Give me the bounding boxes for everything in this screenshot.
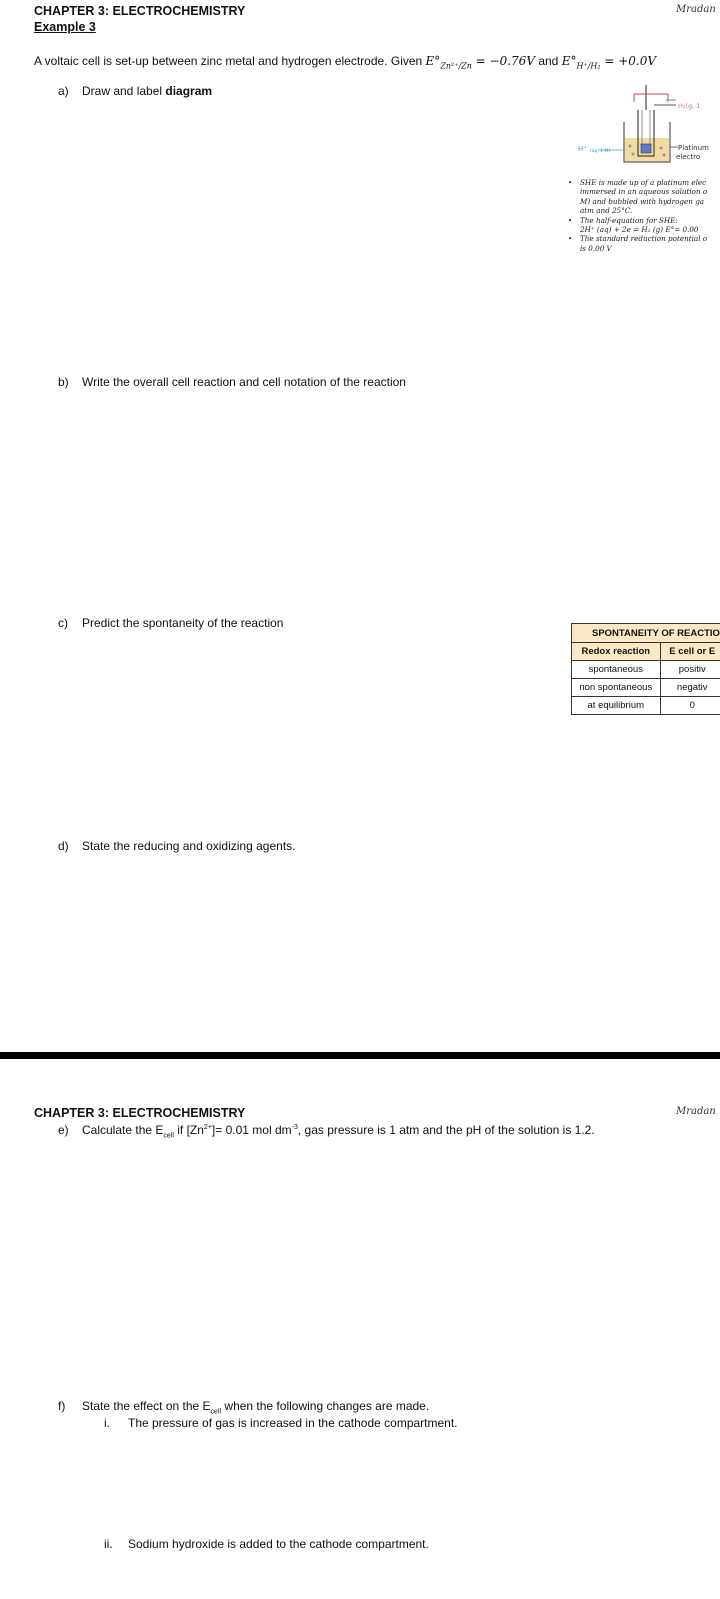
signature: Mradan — [676, 4, 716, 15]
spontaneity-table — [571, 623, 720, 715]
h-plus-sub-label: (aq, 1 M) — [590, 149, 611, 154]
question-f-ii: ii. Sodium hydroxide is added to the cathode compartment. — [104, 1537, 429, 1551]
table-row: non spontaneous negativ — [572, 679, 720, 697]
question-f-i: i. The pressure of gas is increased in the cathode compartment. — [104, 1416, 458, 1430]
table-row: spontaneous positiv — [572, 661, 720, 679]
question-d: d) State the reducing and oxidizing agents. — [58, 839, 296, 853]
question-c: c) Predict the spontaneity of the reaction — [58, 616, 284, 630]
question-e: e) Calculate the $E_{cell}$ if $[Zn^{2+}]= 0.01$ mol $dm^{-3}$, gas pressure is 1 atm and the pH of the solution is 1.2. — [58, 1123, 595, 1140]
she-diagram — [570, 80, 720, 175]
half-equation: 2H⁺ (aq) + 2e ⇌ H₂ (g) E°= 0.00 — [580, 225, 699, 235]
electrode-label: electro — [676, 153, 701, 161]
she-notes — [568, 178, 718, 253]
table-title: SPONTANEITY OF REACTIO — [572, 624, 720, 643]
question-b: b) Write the overall cell reaction and cell notation of the reaction — [58, 375, 406, 389]
chapter-title: CHAPTER 3: ELECTROCHEMISTRY — [34, 1106, 246, 1120]
note-item: • SHE is made up of a platinum elec immersed in an aqueous solution o M) and bubbled with hydrogen ga atm and 25°C. — [568, 178, 708, 216]
question-a: a) Draw and label diagram — [58, 84, 213, 98]
note-item: • The half-equation for SHE: — [568, 215, 678, 225]
question-f: f) State the effect on the $E_{cell}$ when the following changes are made. — [58, 1399, 430, 1416]
h2-gas-label: H₂(g, 1 — [678, 102, 701, 110]
e-standard-zinc: $E^\circ_{Zn^{2+}/Zn} = -0.76V$ — [425, 54, 535, 71]
table-header: Redox reaction — [572, 643, 661, 661]
platinum-label: Platinum — [678, 144, 709, 152]
chapter-title: CHAPTER 3: ELECTROCHEMISTRY — [34, 4, 246, 18]
table-header: E cell or E — [660, 643, 720, 661]
note-item: • The standard reduction potential o is 0.00 V — [568, 234, 708, 253]
intro-text: A voltaic cell is set-up between zinc metal and hydrogen electrode. Given $E^\circ_{Zn^{2+}/Zn} = -0.76V$ and $E^\circ_{H^+/H_2} = +0.0V$ — [34, 54, 657, 71]
h-plus-label: H⁺ — [578, 145, 587, 153]
page-divider — [0, 1052, 720, 1059]
example-title: Example 3 — [34, 20, 96, 34]
signature: Mradan — [676, 1106, 716, 1117]
e-standard-hydrogen: $E^\circ_{H^+/H_2} = +0.0V$ — [561, 54, 657, 71]
table-row: at equilibrium 0 — [572, 697, 720, 715]
